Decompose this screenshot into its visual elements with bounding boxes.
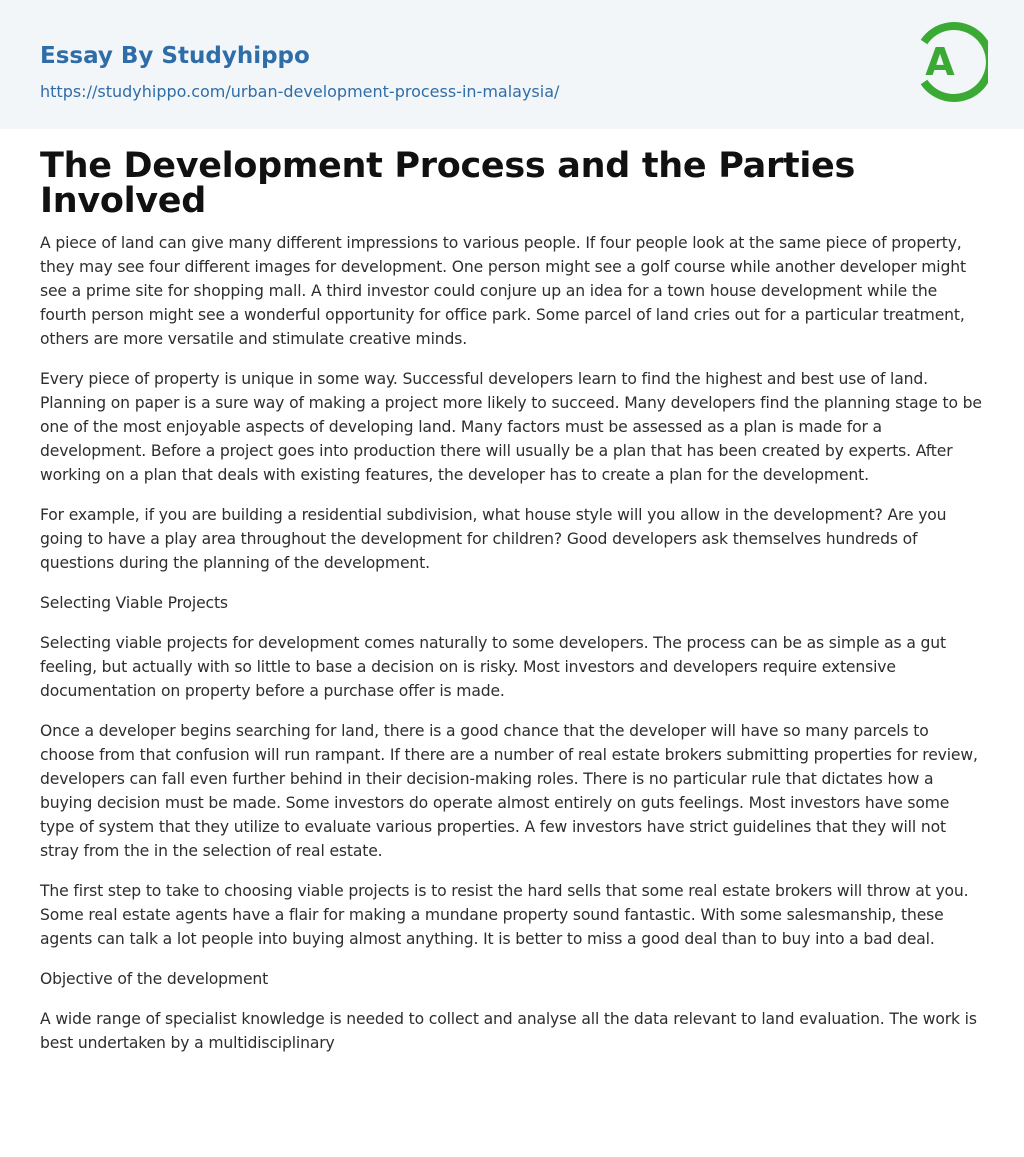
section-heading: Objective of the development [40,970,269,988]
paragraph: A wide range of specialist knowledge is needed to collect and analyse all the data relevant to land evaluation. The work is best undertaken by a multidisciplinary [40,1010,977,1052]
paragraph: A piece of land can give many different impressions to various people. If four people look at the same piece of property, they may see four different images for development. One person might see a golf course while another developer might see a prime site for shopping mall. A third investor could conjure up an idea for a town house development while the fourth person might see a wonderful opportunity for office park. Some parcel of land cries out for a particular treatment, others are more versatile and stimulate creative minds. [40,234,966,348]
paragraph: Once a developer begins searching for land, there is a good chance that the developer will have so many parcels to choose from that confusion will run rampant. If there are a number of real estate brokers submitting properties for review, developers can fall even further behind in their decision-making roles. There is no particular rule that dictates how a buying decision must be made. Some investors do operate almost entirely on guts feelings. Most investors have some type of system that they utilize to evaluate various properties. A few investors have strict guidelines that they will not stray from the in the selection of real estate. [40,722,978,860]
page-header [0,0,1024,129]
paragraph: For example, if you are building a residential subdivision, what house style will you allow in the development? Are you going to have a play area throughout the development for children? Good developers ask themselves hundreds of questions during the planning of the development. [40,506,947,572]
logo-letter: A [925,40,955,84]
paragraph: Selecting viable projects for development comes naturally to some developers. The process can be as simple as a gut feeling, but actually with so little to base a decision on is risky. Most investors and developers require extensive documentation on property before a purchase offer is made. [40,634,946,700]
paragraph: The first step to take to choosing viable projects is to resist the hard sells that some real estate brokers will throw at you. Some real estate agents have a flair for making a mundane property sound fantastic. With some salesmanship, these agents can talk a lot people into buying almost anything. It is better to miss a good deal than to buy into a bad deal. [40,882,969,948]
paragraph: Every piece of property is unique in some way. Successful developers learn to find the highest and best use of land. Planning on paper is a sure way of making a project more likely to succeed. Many developers find the planning stage to be one of the most enjoyable aspects of developing land. Many factors must be assessed as a plan is made for a development. Before a project goes into production there will usually be a plan that has been created by experts. After working on a plan that deals with existing features, the developer has to create a plan for the development. [40,370,982,484]
article-body [0,129,1024,1055]
brand-title[interactable]: Essay By Studyhippo [40,43,310,69]
article-title: The Development Process and the Parties Involved [40,146,856,221]
source-url-link[interactable]: https://studyhippo.com/urban-development-process-in-malaysia/ [40,82,560,101]
section-heading: Selecting Viable Projects [40,594,228,612]
studyhippo-logo-icon[interactable] [912,18,988,106]
